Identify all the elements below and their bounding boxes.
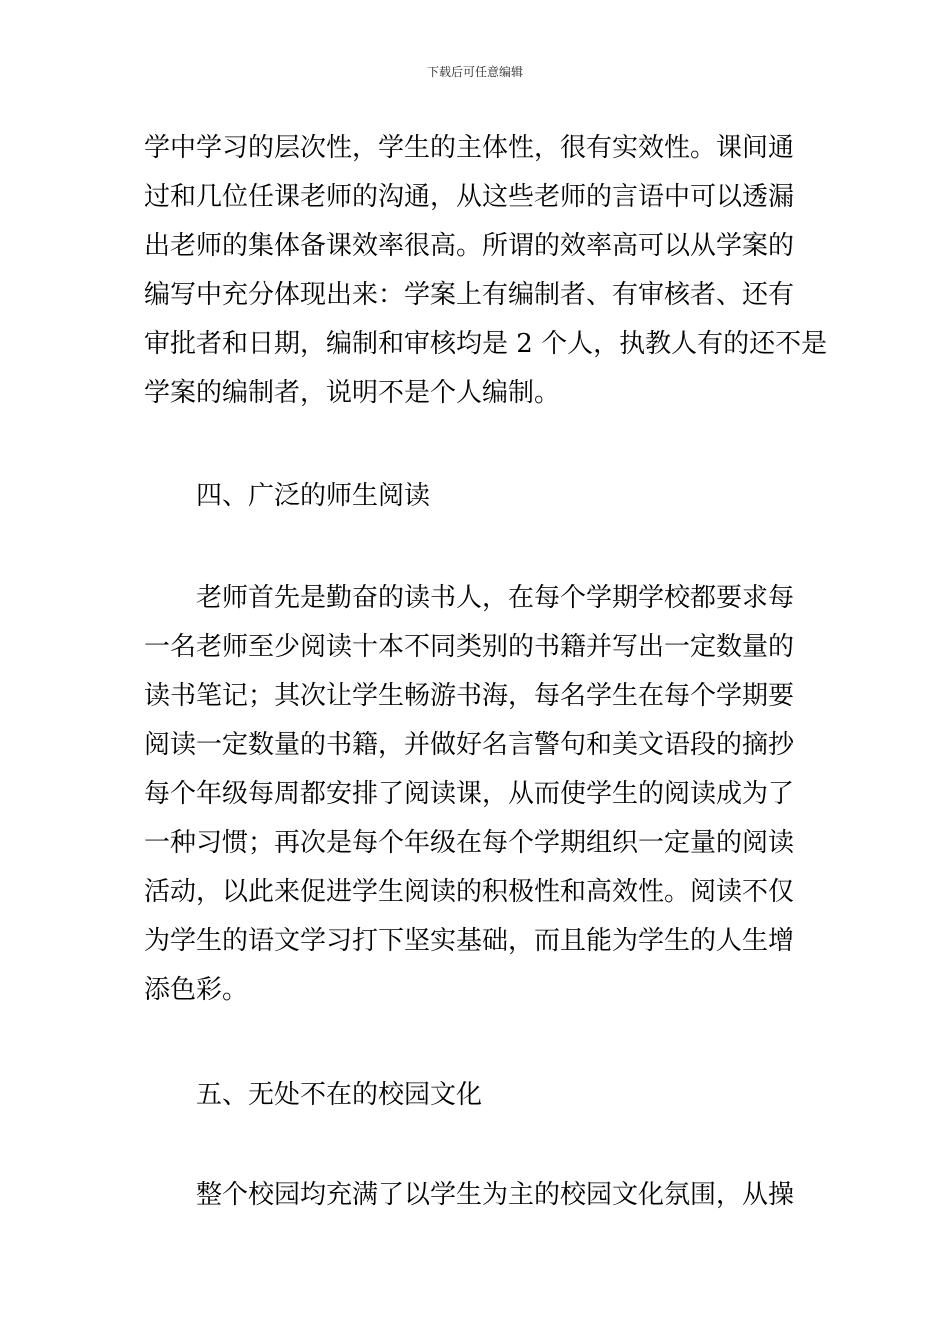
section-heading-reading: 四、广泛的师生阅读 — [196, 481, 431, 511]
paragraph-line: 为学生的语文学习打下坚实基础，而且能为学生的人生增 — [144, 926, 795, 956]
paragraph-line: 活动，以此来促进学生阅读的积极性和高效性。阅读不仅 — [144, 877, 795, 907]
paragraph-line: 编写中充分体现出来：学案上有编制者、有审核者、还有 — [144, 280, 795, 310]
paragraph-line: 审批者和日期，编制和审核均是 2 个人，执教人有的还不是 — [144, 329, 828, 359]
paragraph-line: 一种习惯；再次是每个年级在每个学期组织一定量的阅读 — [144, 828, 795, 858]
paragraph-collective-lesson-prep — [144, 124, 828, 418]
paragraph-line: 学案的编制者，说明不是个人编制。 — [144, 378, 561, 408]
paragraph-line: 每个年级每周都安排了阅读课，从而使学生的阅读成为了 — [144, 779, 795, 809]
paragraph-line: 整个校园均充满了以学生为主的校园文化氛围，从操 — [196, 1180, 795, 1210]
paragraph-line: 一名老师至少阅读十本不同类别的书籍并写出一定数量的 — [144, 632, 795, 662]
paragraph-line: 阅读一定数量的书籍，并做好名言警句和美文语段的摘抄 — [144, 730, 795, 760]
page-header-note: 下载后可任意编辑 — [426, 65, 523, 79]
paragraph-line: 过和几位任课老师的沟通，从这些老师的言语中可以透漏 — [144, 182, 795, 212]
paragraph-line: 读书笔记；其次让学生畅游书海，每名学生在每个学期要 — [144, 681, 795, 711]
paragraph-reading — [144, 574, 806, 1015]
paragraph-line: 出老师的集体备课效率很高。所谓的效率高可以从学案的 — [144, 231, 795, 261]
section-heading-campus-culture: 五、无处不在的校园文化 — [196, 1080, 483, 1110]
paragraph-line: 添色彩。 — [144, 975, 249, 1005]
paragraph-line: 老师首先是勤奋的读书人，在每个学期学校都要求每 — [196, 583, 795, 613]
paragraph-line: 学中学习的层次性，学生的主体性，很有实效性。课间通 — [144, 133, 795, 163]
paragraph-campus-culture — [144, 1171, 806, 1220]
